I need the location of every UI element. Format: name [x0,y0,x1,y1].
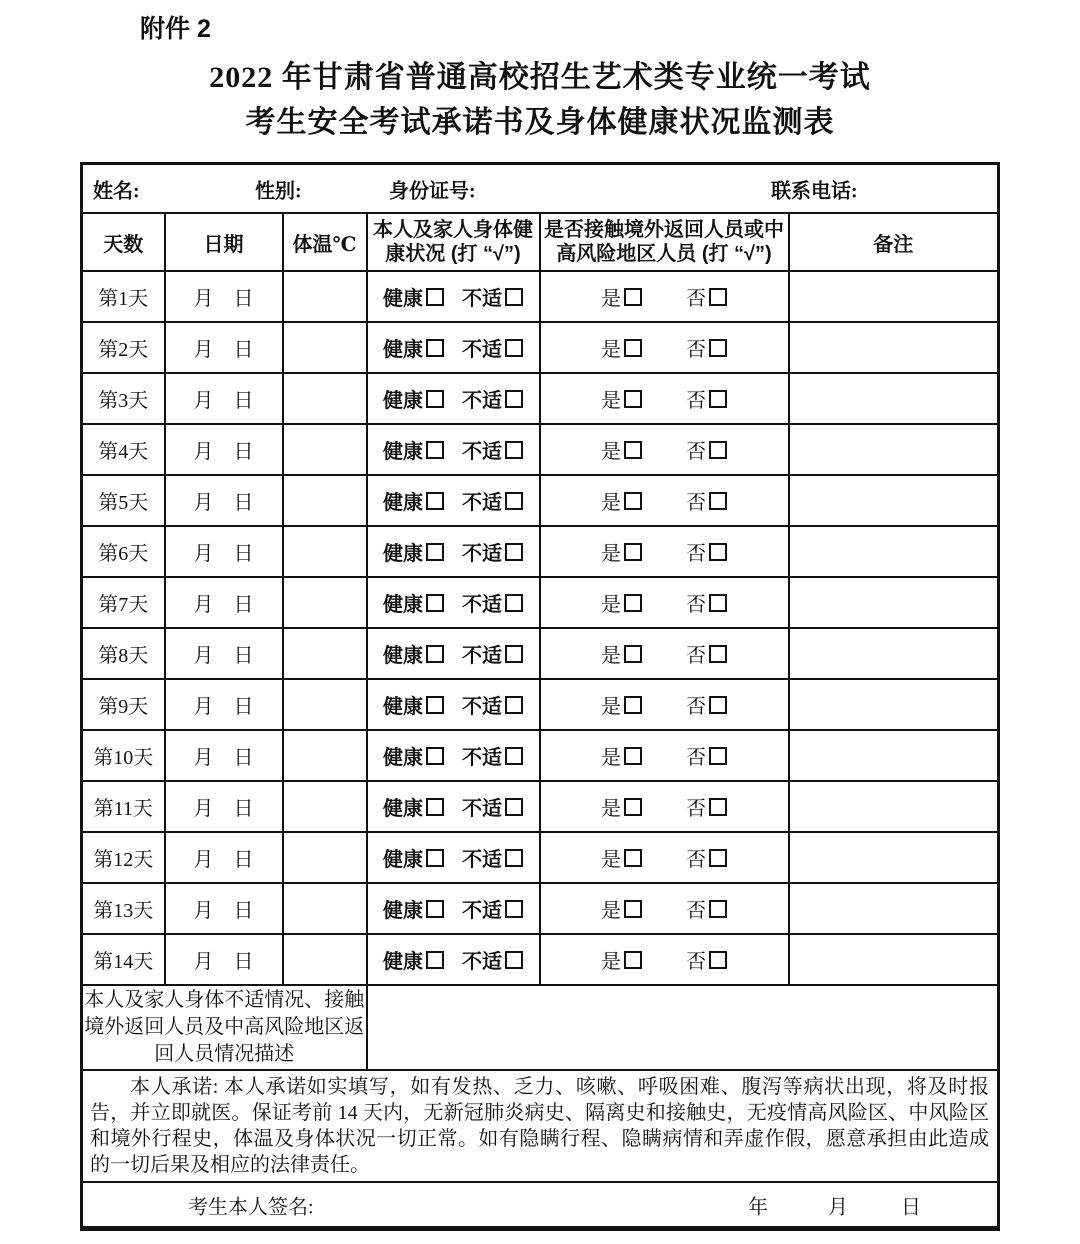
date-cell: 月 日 [165,475,283,526]
temperature-cell [283,730,367,781]
unwell-checkbox [505,747,523,765]
healthy-label: 健康 [383,747,423,769]
no-label: 否 [686,339,706,361]
unwell-label: 不适 [462,645,502,667]
table-header-row [82,213,999,271]
yes-checkbox [624,951,642,969]
remark-cell [789,424,999,475]
healthy-label: 健康 [383,951,423,973]
no-label: 否 [686,747,706,769]
health-status-cell [367,322,540,373]
contact-cell [540,628,789,679]
day-row [82,730,999,781]
contact-cell [540,679,789,730]
date-cell: 月 日 [165,679,283,730]
healthy-label: 健康 [383,288,423,310]
unwell-checkbox [505,441,523,459]
date-cell: 月 日 [165,271,283,322]
yes-checkbox [624,441,642,459]
health-status-cell [367,679,540,730]
contact-cell [540,934,789,985]
signature-day-label: 日 [901,1196,921,1218]
unwell-label: 不适 [462,492,502,514]
remark-cell [789,781,999,832]
header-temp: 体温℃ [283,213,367,271]
healthy-label: 健康 [383,339,423,361]
yes-checkbox [624,543,642,561]
day-number-cell: 第1天 [82,271,165,322]
healthy-checkbox [426,492,444,510]
contact-cell [540,526,789,577]
date-cell: 月 日 [165,730,283,781]
no-checkbox [709,390,727,408]
unwell-checkbox [505,951,523,969]
name-label: 姓名: [93,180,140,202]
remark-cell [789,322,999,373]
healthy-label: 健康 [383,441,423,463]
health-status-cell [367,883,540,934]
temperature-cell [283,934,367,985]
day-number-cell: 第4天 [82,424,165,475]
remark-cell [789,934,999,985]
health-status-cell [367,424,540,475]
yes-checkbox [624,390,642,408]
yes-label: 是 [601,288,621,310]
day-number-cell: 第11天 [82,781,165,832]
day-number-cell: 第2天 [82,322,165,373]
healthy-label: 健康 [383,594,423,616]
day-row [82,832,999,883]
unwell-checkbox [505,543,523,561]
day-number-cell: 第8天 [82,628,165,679]
commitment-row [82,1070,999,1182]
signature-label: 考生本人签名: [188,1196,314,1218]
health-status-cell [367,271,540,322]
date-cell: 月 日 [165,883,283,934]
contact-cell [540,730,789,781]
no-checkbox [709,798,727,816]
temperature-cell [283,475,367,526]
yes-checkbox [624,339,642,357]
no-label: 否 [686,594,706,616]
yes-label: 是 [601,543,621,565]
no-checkbox [709,951,727,969]
description-input-area [367,985,999,1070]
healthy-label: 健康 [383,696,423,718]
signature-year-label: 年 [748,1196,768,1218]
unwell-label: 不适 [462,951,502,973]
date-cell: 月 日 [165,526,283,577]
healthy-label: 健康 [383,543,423,565]
day-row [82,577,999,628]
healthy-checkbox [426,390,444,408]
date-cell: 月 日 [165,424,283,475]
healthy-label: 健康 [383,849,423,871]
remark-cell [789,475,999,526]
yes-label: 是 [601,594,621,616]
day-number-cell: 第3天 [82,373,165,424]
signature-row [82,1182,999,1229]
yes-checkbox [624,798,642,816]
unwell-checkbox [505,900,523,918]
unwell-label: 不适 [462,798,502,820]
no-checkbox [709,492,727,510]
healthy-checkbox [426,696,444,714]
yes-checkbox [624,645,642,663]
no-label: 否 [686,849,706,871]
day-number-cell: 第13天 [82,883,165,934]
temperature-cell [283,883,367,934]
healthy-checkbox [426,951,444,969]
no-label: 否 [686,543,706,565]
temperature-cell [283,679,367,730]
health-monitoring-table [80,162,1000,1231]
day-row [82,271,999,322]
date-cell: 月 日 [165,322,283,373]
temperature-cell [283,781,367,832]
no-label: 否 [686,900,706,922]
no-label: 否 [686,645,706,667]
yes-checkbox [624,594,642,612]
unwell-checkbox [505,339,523,357]
yes-label: 是 [601,645,621,667]
day-number-cell: 第14天 [82,934,165,985]
day-number-cell: 第12天 [82,832,165,883]
remark-cell [789,730,999,781]
yes-label: 是 [601,951,621,973]
temperature-cell [283,373,367,424]
no-checkbox [709,900,727,918]
unwell-label: 不适 [462,390,502,412]
no-label: 否 [686,696,706,718]
yes-label: 是 [601,798,621,820]
healthy-checkbox [426,441,444,459]
health-status-cell [367,628,540,679]
no-checkbox [709,696,727,714]
yes-label: 是 [601,900,621,922]
temperature-cell [283,577,367,628]
remark-cell [789,271,999,322]
temperature-cell [283,271,367,322]
healthy-checkbox [426,798,444,816]
day-row [82,424,999,475]
remark-cell [789,883,999,934]
health-status-cell [367,373,540,424]
commitment-text: 本人承诺: 本人承诺如实填写，如有发热、乏力、咳嗽、呼吸困难、腹泻等病状出现，将及时报告，并立即就医。保证考前 14 天内，无新冠肺炎病史、隔离史和接触史，无疫情高风险区、中风险区和境外行程史，体温及身体状况一切正常。如有隐瞒行程、隐瞒病情和弄虚作假，愿意承担由此造成的一切后果及相应的法律责任。 [90,1076,989,1176]
day-row [82,322,999,373]
yes-label: 是 [601,849,621,871]
day-row [82,526,999,577]
header-date: 日期 [165,213,283,271]
temperature-cell [283,322,367,373]
document-title-line2: 考生安全考试承诺书及身体健康状况监测表 [245,106,835,139]
day-number-cell: 第10天 [82,730,165,781]
contact-cell [540,322,789,373]
remark-cell [789,628,999,679]
health-status-cell [367,577,540,628]
signature-month-label: 月 [828,1196,848,1218]
yes-checkbox [624,696,642,714]
healthy-checkbox [426,900,444,918]
contact-cell [540,883,789,934]
healthy-checkbox [426,288,444,306]
healthy-checkbox [426,594,444,612]
yes-checkbox [624,288,642,306]
document-title-line1: 2022 年甘肃省普通高校招生艺术类专业统一考试 [209,61,871,94]
no-label: 否 [686,951,706,973]
no-label: 否 [686,390,706,412]
remark-cell [789,526,999,577]
header-remark: 备注 [789,213,999,271]
health-status-cell [367,934,540,985]
health-status-cell [367,526,540,577]
contact-cell [540,424,789,475]
no-checkbox [709,288,727,306]
healthy-checkbox [426,747,444,765]
contact-cell [540,781,789,832]
yes-label: 是 [601,390,621,412]
id-number-label: 身份证号: [389,180,476,202]
unwell-label: 不适 [462,543,502,565]
remark-cell [789,373,999,424]
contact-cell [540,577,789,628]
no-label: 否 [686,441,706,463]
description-row [82,985,999,1070]
yes-label: 是 [601,492,621,514]
date-cell: 月 日 [165,577,283,628]
healthy-label: 健康 [383,798,423,820]
day-number-cell: 第6天 [82,526,165,577]
temperature-cell [283,628,367,679]
no-checkbox [709,849,727,867]
unwell-label: 不适 [462,849,502,871]
no-checkbox [709,594,727,612]
yes-label: 是 [601,696,621,718]
info-row [82,164,999,214]
healthy-checkbox [426,645,444,663]
yes-label: 是 [601,339,621,361]
day-row [82,373,999,424]
contact-cell [540,373,789,424]
date-cell: 月 日 [165,373,283,424]
unwell-checkbox [505,849,523,867]
no-checkbox [709,441,727,459]
remark-cell [789,577,999,628]
unwell-label: 不适 [462,441,502,463]
date-cell: 月 日 [165,781,283,832]
attachment-label: 附件 2 [140,15,211,43]
unwell-checkbox [505,492,523,510]
date-cell: 月 日 [165,832,283,883]
healthy-checkbox [426,339,444,357]
temperature-cell [283,526,367,577]
no-checkbox [709,543,727,561]
day-number-cell: 第9天 [82,679,165,730]
unwell-checkbox [505,696,523,714]
health-status-cell [367,475,540,526]
contact-cell [540,832,789,883]
unwell-checkbox [505,288,523,306]
day-row [82,475,999,526]
day-row [82,934,999,985]
healthy-checkbox [426,849,444,867]
description-label: 本人及家人身体不适情况、接触境外返回人员及中高风险地区返回人员情况描述 [82,985,367,1070]
unwell-label: 不适 [462,288,502,310]
day-row [82,781,999,832]
day-number-cell: 第7天 [82,577,165,628]
yes-checkbox [624,747,642,765]
remark-cell [789,832,999,883]
unwell-checkbox [505,645,523,663]
temperature-cell [283,832,367,883]
no-label: 否 [686,492,706,514]
day-row [82,628,999,679]
day-row [82,679,999,730]
yes-label: 是 [601,747,621,769]
no-checkbox [709,747,727,765]
no-checkbox [709,645,727,663]
unwell-label: 不适 [462,339,502,361]
day-row [82,883,999,934]
healthy-label: 健康 [383,645,423,667]
yes-label: 是 [601,441,621,463]
no-label: 否 [686,798,706,820]
yes-checkbox [624,492,642,510]
yes-checkbox [624,849,642,867]
healthy-label: 健康 [383,900,423,922]
unwell-checkbox [505,798,523,816]
unwell-label: 不适 [462,900,502,922]
remark-cell [789,679,999,730]
header-days: 天数 [82,213,165,271]
unwell-label: 不适 [462,696,502,718]
gender-label: 性别: [255,180,302,202]
health-status-cell [367,781,540,832]
no-label: 否 [686,288,706,310]
temperature-cell [283,424,367,475]
yes-checkbox [624,900,642,918]
healthy-label: 健康 [383,390,423,412]
healthy-checkbox [426,543,444,561]
unwell-label: 不适 [462,747,502,769]
header-contact: 是否接触境外返回人员或中高风险地区人员 (打 “√”) [540,213,789,271]
phone-label: 联系电话: [771,180,858,202]
contact-cell [540,271,789,322]
healthy-label: 健康 [383,492,423,514]
date-cell: 月 日 [165,628,283,679]
unwell-label: 不适 [462,594,502,616]
header-health: 本人及家人身体健康状况 (打 “√”) [367,213,540,271]
contact-cell [540,475,789,526]
day-number-cell: 第5天 [82,475,165,526]
unwell-checkbox [505,594,523,612]
unwell-checkbox [505,390,523,408]
no-checkbox [709,339,727,357]
date-cell: 月 日 [165,934,283,985]
health-status-cell [367,730,540,781]
health-status-cell [367,832,540,883]
